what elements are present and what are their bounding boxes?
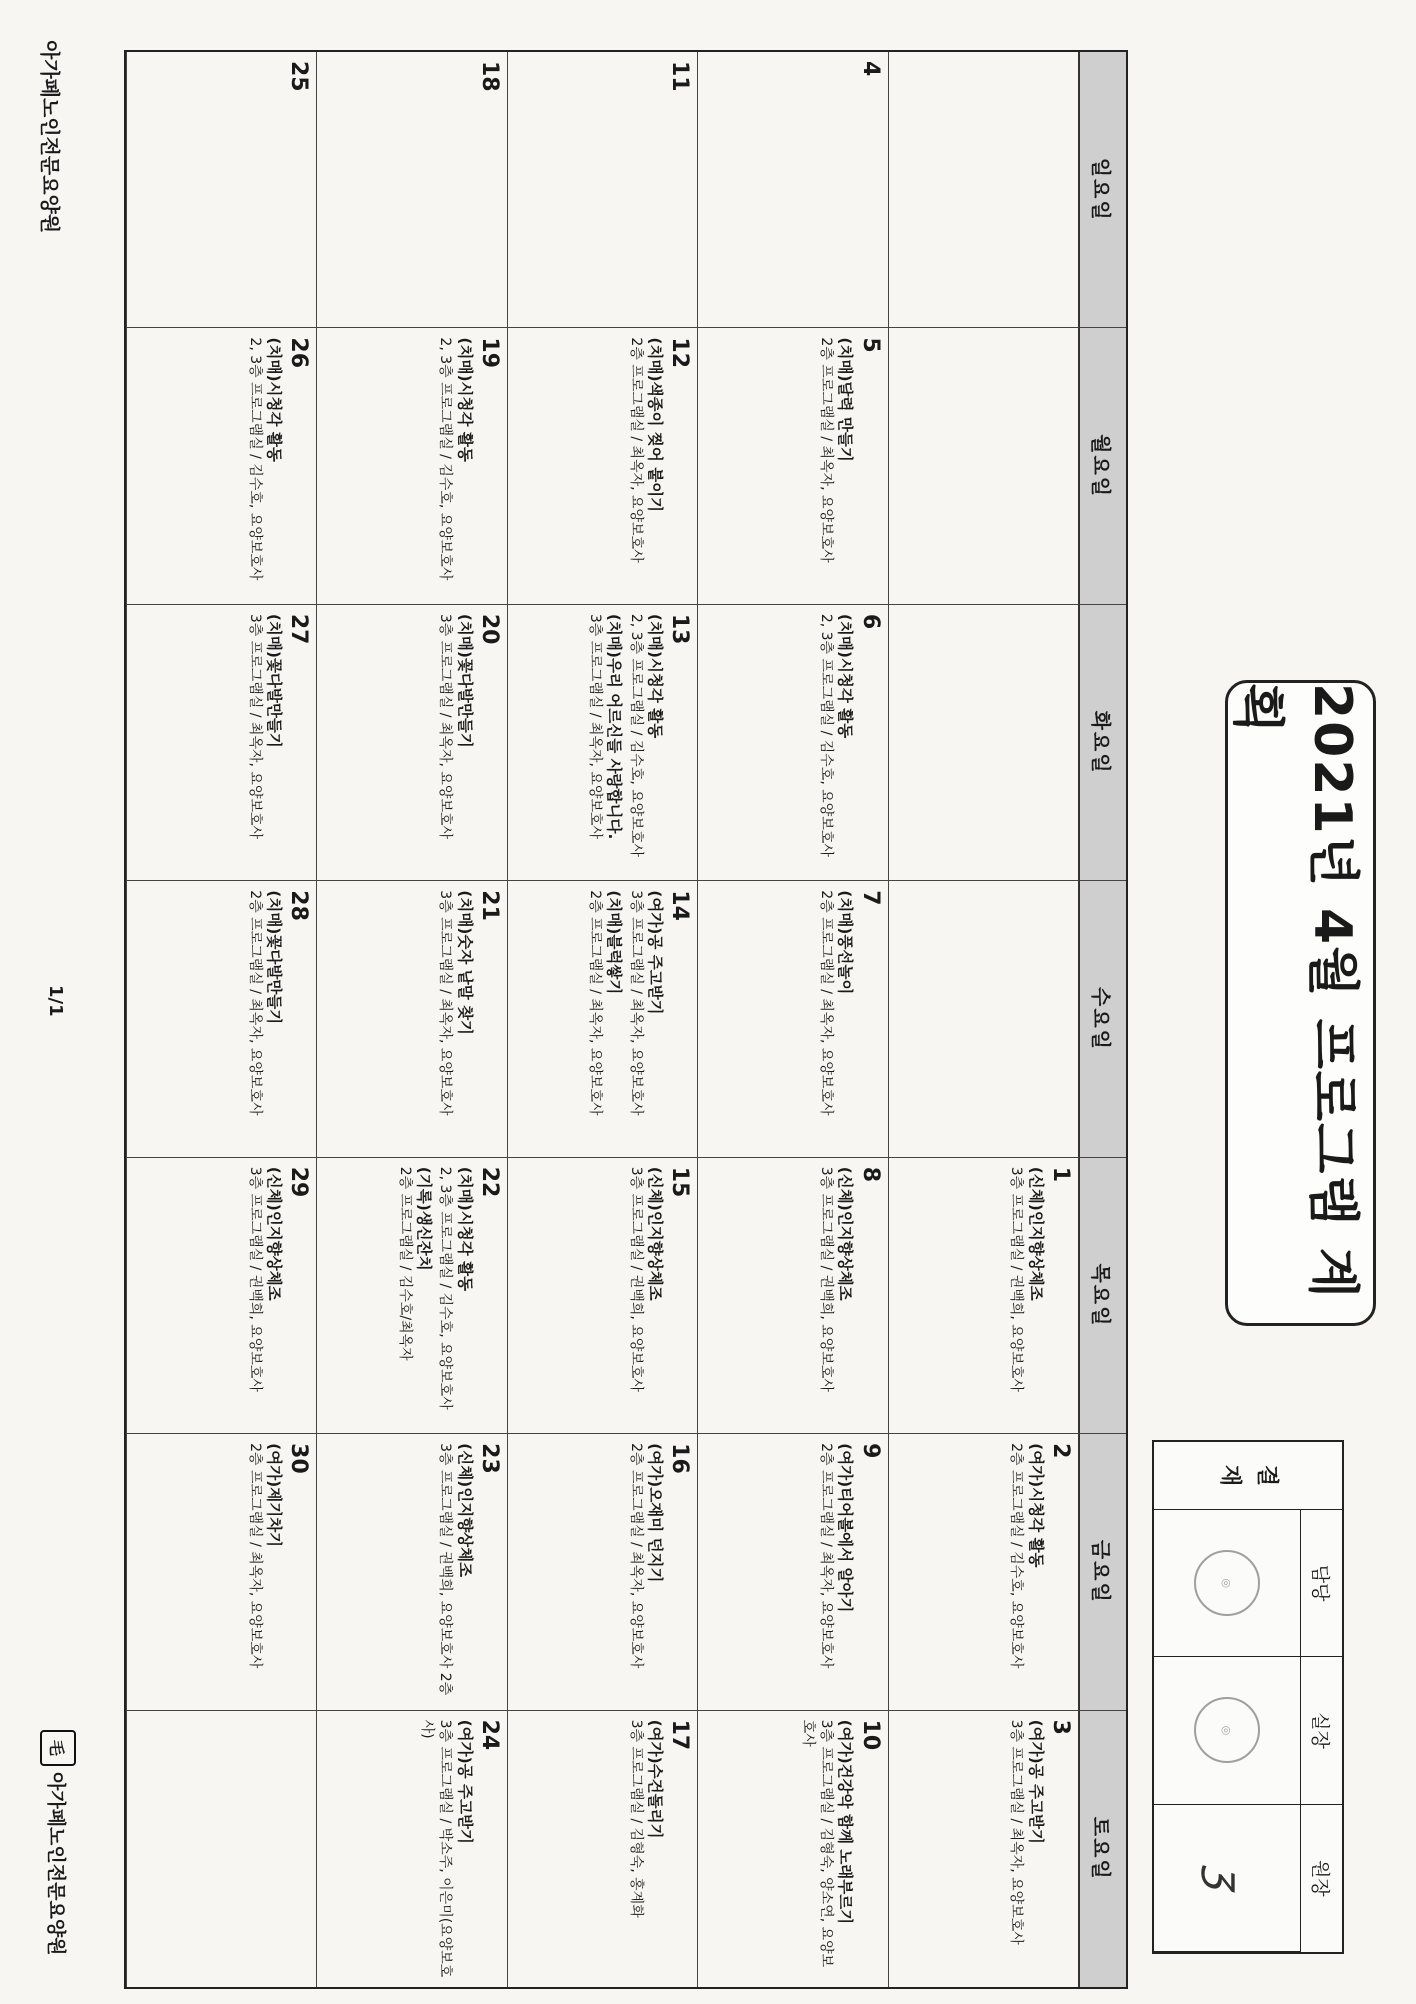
- program-entry: [626, 1443, 664, 1700]
- calendar-day-cell: [126, 1711, 316, 1987]
- day-number: 18: [476, 61, 502, 92]
- program-name: (여가)시청각 활동: [1026, 1443, 1045, 1568]
- program-detail: 2, 3층 프로그램실 / 김수호, 요양보호사: [437, 337, 454, 581]
- program-detail: 2층 프로그램실 / 최옥자, 요양보호사: [587, 890, 604, 1116]
- program-name: (치매)꽃다발만들기: [265, 890, 284, 1025]
- footer-org-name: 아가페노인전문요양원: [38, 40, 62, 234]
- day-number: 4: [857, 61, 883, 77]
- program-detail: 3층 프로그램실 / 최옥자, 요양보호사: [627, 890, 644, 1116]
- calendar-day-cell: [507, 328, 697, 604]
- program-entry: [436, 337, 474, 594]
- signature-icon: ⳅ: [1199, 1866, 1253, 1890]
- calendar-day-cell: [697, 1711, 887, 1987]
- program-name: (치매)우리 어르신들 사랑합니다.: [605, 613, 624, 840]
- weekday-header: 금요일: [1078, 1434, 1126, 1710]
- day-number: 7: [857, 890, 883, 906]
- program-detail: 2층 프로그램실 / 최옥자, 요양보호사: [818, 1443, 835, 1669]
- calendar-day-cell: [697, 605, 887, 881]
- program-name: (치매)시청각 활동: [646, 613, 665, 739]
- calendar-day-cell: [316, 605, 506, 881]
- program-entry: [817, 1443, 855, 1700]
- program-name: (치매)블럭쌓기: [605, 890, 624, 995]
- program-entry: [1007, 1443, 1045, 1700]
- program-detail: 3층 프로그램실 / 권백희, 요양보호사 2층: [437, 1443, 454, 1696]
- program-name: (치매)풍선놀이: [836, 890, 855, 995]
- program-name: (여가)건강악 함께 노래부르기: [836, 1719, 855, 1925]
- calendar-day-cell: [507, 1434, 697, 1710]
- page-title: 2021년 4월 프로그램 계획: [1227, 683, 1363, 1300]
- program-name: (기록)생신잔치: [415, 1166, 434, 1271]
- program-entry: [626, 614, 664, 871]
- program-name: (여가)오재미 던지기: [646, 1443, 665, 1583]
- program-detail: 3층 프로그램실 / 최옥자, 요양보호사: [587, 613, 604, 840]
- calendar-day-cell: [126, 52, 316, 328]
- calendar-day-cell: [697, 1158, 887, 1434]
- weekday-header: 목요일: [1078, 1158, 1126, 1434]
- program-name: (여가)수건돌리기: [646, 1719, 665, 1839]
- program-detail: 2, 3층 프로그램실 / 김수호, 요양보호사: [246, 337, 263, 581]
- program-entry: [436, 1167, 474, 1424]
- program-detail: 2층 프로그램실 / 김수호, 요양보호사: [1008, 1443, 1025, 1669]
- program-name: (치매)시청각 활동: [265, 337, 284, 462]
- day-number: 5: [857, 337, 883, 353]
- calendar-day-cell: [126, 1434, 316, 1710]
- calendar-day-cell: [697, 328, 887, 604]
- day-number: 19: [476, 337, 502, 369]
- weekday-header: 토요일: [1078, 1711, 1126, 1987]
- program-detail: 3층 프로그램실 / 권백희, 요양보호사: [1008, 1166, 1025, 1392]
- program-name: (여가)공 주고받기: [1026, 1719, 1045, 1844]
- program-entry: [436, 614, 474, 871]
- day-number: 2: [1048, 1443, 1073, 1459]
- program-entry: [817, 337, 855, 594]
- program-entry: [817, 1167, 855, 1424]
- weekday-header: 월요일: [1078, 328, 1126, 604]
- program-entry: [626, 1720, 664, 1978]
- program-entry: [1007, 1167, 1045, 1424]
- program-detail: 3층 프로그램실 / 권백희, 요양보호사: [246, 1166, 263, 1392]
- program-name: (신체)인지향상체조: [646, 1166, 665, 1301]
- day-number: 3: [1048, 1719, 1073, 1735]
- calendar-day-cell: [888, 605, 1078, 881]
- calendar-day-cell: [888, 328, 1078, 604]
- program-detail: 2층 프로그램실 / 김수호/최옥자: [396, 1166, 413, 1361]
- approval-sign-staff: [1154, 1510, 1300, 1657]
- program-name: (신체)인지향상체조: [265, 1166, 284, 1301]
- approval-sign-manager: [1154, 1657, 1300, 1804]
- program-detail: 3층 프로그램실 / 박소주, 이은미(요양보호사): [419, 1719, 454, 1978]
- program-entry: [626, 1167, 664, 1424]
- program-name: (신체)인지향상체조: [836, 1166, 855, 1301]
- day-number: 16: [667, 1443, 693, 1474]
- day-number: 25: [286, 61, 312, 92]
- program-detail: 3층 프로그램실 / 김형숙, 홍계화: [627, 1719, 644, 1918]
- program-name: (여가)제기차기: [265, 1443, 284, 1548]
- program-entry: [586, 614, 624, 871]
- program-entry: [246, 614, 284, 871]
- program-entry: [396, 1167, 434, 1424]
- day-number: 6: [857, 613, 883, 630]
- program-detail: 3층 프로그램실 / 최옥자, 요양보호사: [246, 613, 263, 840]
- program-detail: 2층 프로그램실 / 최옥자, 요양보호사: [818, 890, 835, 1116]
- program-name: (치매)시청각 활동: [836, 613, 855, 739]
- calendar-day-cell: [316, 1711, 506, 1987]
- calendar-day-cell: [697, 52, 887, 328]
- day-number: 23: [476, 1443, 502, 1474]
- program-name: (신체)인지향상체조: [455, 1443, 474, 1578]
- program-detail: 3층 프로그램실 / 김형숙, 양소연, 요양보호사: [799, 1719, 835, 1968]
- program-entry: [817, 890, 855, 1147]
- approval-side-label: [1154, 1442, 1342, 1510]
- day-number: 1: [1048, 1166, 1073, 1183]
- program-name: (치매)꽃다발만들기: [455, 613, 474, 748]
- calendar-day-cell: [888, 52, 1078, 328]
- seal-stamp-icon: ◎: [1194, 1550, 1260, 1616]
- program-name: (신체)인지향상체조: [1026, 1166, 1045, 1301]
- calendar-day-cell: [316, 1434, 506, 1710]
- approval-sign-director: [1154, 1805, 1300, 1952]
- program-entry: [246, 890, 284, 1147]
- seal-stamp-icon: ◎: [1194, 1697, 1260, 1763]
- day-number: 28: [286, 890, 312, 921]
- monthly-calendar: [124, 50, 1128, 1989]
- calendar-day-cell: [507, 1158, 697, 1434]
- program-entry: [246, 1167, 284, 1424]
- day-number: 9: [857, 1443, 883, 1459]
- day-number: 26: [286, 337, 312, 369]
- calendar-day-cell: [697, 881, 887, 1157]
- program-entry: [436, 1443, 474, 1700]
- calendar-day-cell: [126, 881, 316, 1157]
- approval-header-director: 원장: [1300, 1805, 1342, 1952]
- page-number: 1/1: [45, 985, 66, 1017]
- program-name: (치매)시청각 활동: [455, 337, 474, 462]
- program-detail: 3층 프로그램실 / 권백희, 요양보호사: [627, 1166, 644, 1392]
- calendar-day-cell: [507, 881, 697, 1157]
- approval-box: [1152, 1440, 1344, 1954]
- program-entry: [1007, 1720, 1045, 1978]
- day-number: 10: [857, 1719, 883, 1751]
- program-detail: 2층 프로그램실 / 최옥자, 요양보호사: [627, 1443, 644, 1669]
- weekday-header: 일요일: [1078, 52, 1126, 328]
- program-entry: [586, 890, 624, 1147]
- day-number: 11: [667, 61, 693, 92]
- day-number: 29: [286, 1166, 312, 1198]
- calendar-day-cell: [126, 328, 316, 604]
- weekday-header: 화요일: [1078, 605, 1126, 881]
- calendar-day-cell: [507, 52, 697, 328]
- footer-logo-text: 아가페노인전문요양원: [45, 1772, 68, 1956]
- calendar-day-cell: [126, 1158, 316, 1434]
- program-entry: [799, 1720, 855, 1978]
- program-detail: 3층 프로그램실 / 최옥자, 요양보호사: [437, 890, 454, 1116]
- program-name: (치매)달력 만들기: [836, 337, 855, 462]
- program-detail: 3층 프로그램실 / 권백희, 요양보호사: [818, 1166, 835, 1392]
- program-entry: [418, 1720, 474, 1978]
- day-number: 21: [476, 890, 502, 921]
- program-name: (여가)공 주고받기: [455, 1719, 474, 1844]
- program-detail: 2, 3층 프로그램실 / 김수호, 요양보호사: [627, 613, 644, 857]
- day-number: 15: [667, 1166, 693, 1198]
- agape-logo-icon: 毛: [40, 1730, 76, 1766]
- program-detail: 2층 프로그램실 / 최옥자, 요양보호사: [818, 337, 835, 563]
- day-number: 27: [286, 613, 312, 645]
- program-entry: [246, 337, 284, 594]
- program-detail: 3층 프로그램실 / 최옥자, 요양보호사: [437, 613, 454, 840]
- program-detail: 2층 프로그램실 / 최옥자, 요양보호사: [627, 337, 644, 563]
- calendar-day-cell: [888, 1158, 1078, 1434]
- calendar-day-cell: [316, 328, 506, 604]
- approval-header-manager: 실장: [1300, 1657, 1342, 1804]
- program-name: (치매)색종이 찢어 붙이기: [646, 337, 665, 513]
- day-number: 20: [476, 613, 502, 645]
- calendar-day-cell: [316, 1158, 506, 1434]
- approval-header-staff: 담당: [1300, 1510, 1342, 1657]
- day-number: 14: [667, 890, 693, 921]
- program-detail: 2, 3층 프로그램실 / 김수호, 요양보호사: [818, 613, 835, 857]
- calendar-day-cell: [888, 1434, 1078, 1710]
- program-name: (여가)티어볼에서 알아기: [836, 1443, 855, 1613]
- day-number: 17: [667, 1719, 693, 1751]
- program-entry: [436, 890, 474, 1147]
- program-name: (치매)시청각 활동: [455, 1166, 474, 1292]
- day-number: 13: [667, 613, 693, 645]
- day-number: 30: [286, 1443, 312, 1474]
- program-entry: [246, 1443, 284, 1700]
- program-entry: [817, 614, 855, 871]
- program-name: (치매)숫자 낱말 찾기: [455, 890, 474, 1036]
- calendar-day-cell: [697, 1434, 887, 1710]
- calendar-day-cell: [507, 605, 697, 881]
- program-entry: [626, 337, 664, 594]
- program-detail: 2층 프로그램실 / 최옥자, 요양보호사: [246, 890, 263, 1116]
- calendar-day-cell: [507, 1711, 697, 1987]
- footer-logo: [40, 1730, 76, 1956]
- program-entry: [626, 890, 664, 1147]
- program-detail: 3층 프로그램실 / 최옥자, 요양보호사: [1008, 1719, 1025, 1945]
- calendar-day-cell: [888, 1711, 1078, 1987]
- approval-side-label-2: 재: [1217, 1464, 1242, 1487]
- program-detail: 2층 프로그램실 / 최옥자, 요양보호사: [246, 1443, 263, 1669]
- day-number: 24: [476, 1719, 502, 1751]
- program-detail: 2, 3층 프로그램실 / 김수호, 요양보호사: [437, 1166, 454, 1410]
- title-box: [1225, 680, 1376, 1326]
- day-number: 22: [476, 1166, 502, 1198]
- program-name: (여가)공 주고받기: [646, 890, 665, 1015]
- calendar-day-cell: [316, 52, 506, 328]
- program-name: (치매)꽃다발만들기: [265, 613, 284, 748]
- calendar-day-cell: [316, 881, 506, 1157]
- weekday-header: 수요일: [1078, 881, 1126, 1157]
- day-number: 12: [667, 337, 693, 369]
- day-number: 8: [857, 1166, 883, 1183]
- approval-side-label-1: 결: [1254, 1464, 1280, 1487]
- calendar-day-cell: [888, 881, 1078, 1157]
- calendar-day-cell: [126, 605, 316, 881]
